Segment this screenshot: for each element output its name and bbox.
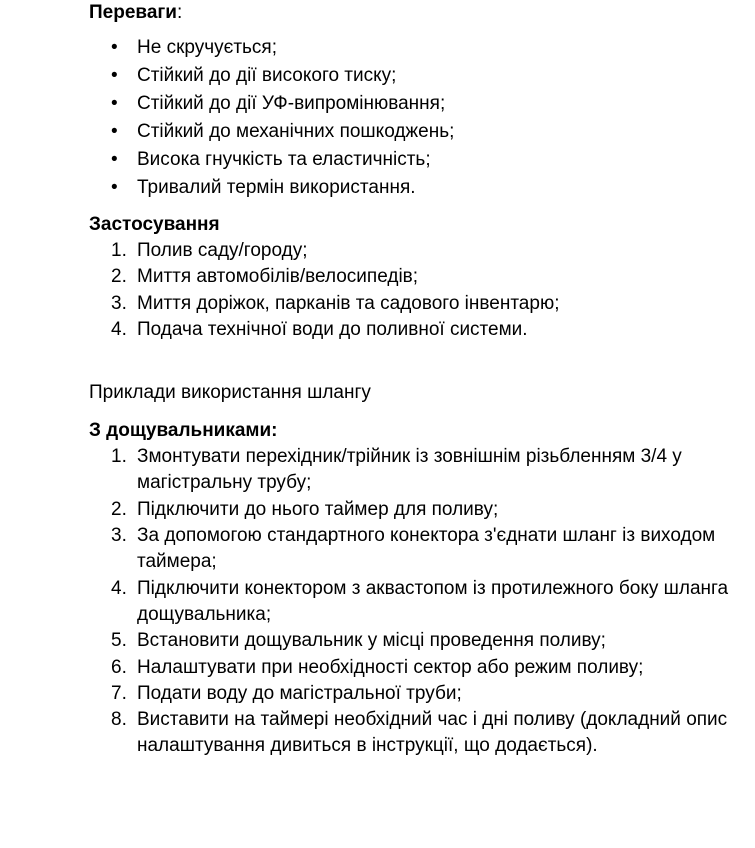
list-item: 6. Налаштувати при необхідності сектор або режим поливу;	[89, 655, 729, 681]
list-item: • Висока гнучкість та еластичність;	[89, 147, 729, 175]
document-page	[89, 0, 729, 760]
bullet-icon: •	[111, 65, 118, 86]
examples-title: Приклади використання шлангу	[89, 382, 371, 404]
list-item: 7. Подати воду до магістральної труби;	[89, 681, 729, 707]
list-number: 5.	[111, 630, 127, 652]
list-item: 5. Встановити дощувальник у місці проведення поливу;	[89, 628, 729, 654]
list-item: 3. За допомогою стандартного конектора з'єднати шланг із виходом таймера;	[111, 525, 716, 573]
sprinklers-heading: З дощувальниками:	[89, 420, 278, 442]
bullet-icon: •	[111, 149, 118, 170]
list-number: 6.	[111, 656, 127, 678]
list-item: 1. Змонтувати перехідник/трійник із зовнішнім різьбленням 3/4 у магістральну трубу;	[111, 446, 682, 494]
list-number: 1.	[111, 446, 127, 468]
list-number: 8.	[111, 709, 127, 731]
list-item: 2. Підключити до нього таймер для поливу;	[89, 497, 729, 523]
list-item: 4. Подача технічної води до поливної системи.	[89, 317, 729, 343]
list-number: 2.	[111, 266, 127, 288]
usage-list	[89, 238, 729, 343]
list-number: 4.	[111, 318, 127, 340]
list-number: 1.	[111, 240, 127, 261]
list-number: 7.	[111, 682, 127, 704]
bullet-icon: •	[111, 177, 118, 198]
bullet-icon: •	[111, 121, 118, 142]
list-item: • Тривалий термін використання.	[89, 175, 729, 203]
list-item: 8. Виставити на таймері необхідний час і дні поливу (докладний опис налаштування дивиться в інструкції, що додається).	[111, 709, 728, 757]
advantages-heading: Переваги:	[89, 2, 183, 23]
list-number: 3.	[111, 292, 127, 314]
list-item: • Не скручується;	[89, 35, 729, 63]
sprinkler-steps-list	[89, 444, 729, 760]
list-item: 4. Підключити конектором з аквастопом із протилежного боку шланга дощувальника;	[111, 577, 729, 625]
list-number: 4.	[111, 577, 127, 599]
list-item: 2. Миття автомобілів/велосипедів;	[89, 264, 729, 290]
bullet-icon: •	[111, 37, 118, 58]
list-number: 2.	[111, 498, 127, 520]
list-item: • Стійкий до дії високого тиску;	[89, 63, 729, 91]
list-number: 3.	[111, 525, 127, 547]
list-item: • Стійкий до механічних пошкоджень;	[89, 119, 729, 147]
advantages-list	[89, 35, 729, 203]
list-item: 1. Полив саду/городу;	[89, 238, 729, 264]
usage-heading: Застосування	[89, 214, 220, 235]
bullet-icon: •	[111, 93, 118, 114]
list-item: 3. Миття доріжок, парканів та садового інвентарю;	[89, 291, 729, 317]
list-item: • Стійкий до дії УФ-випромінювання;	[89, 91, 729, 119]
